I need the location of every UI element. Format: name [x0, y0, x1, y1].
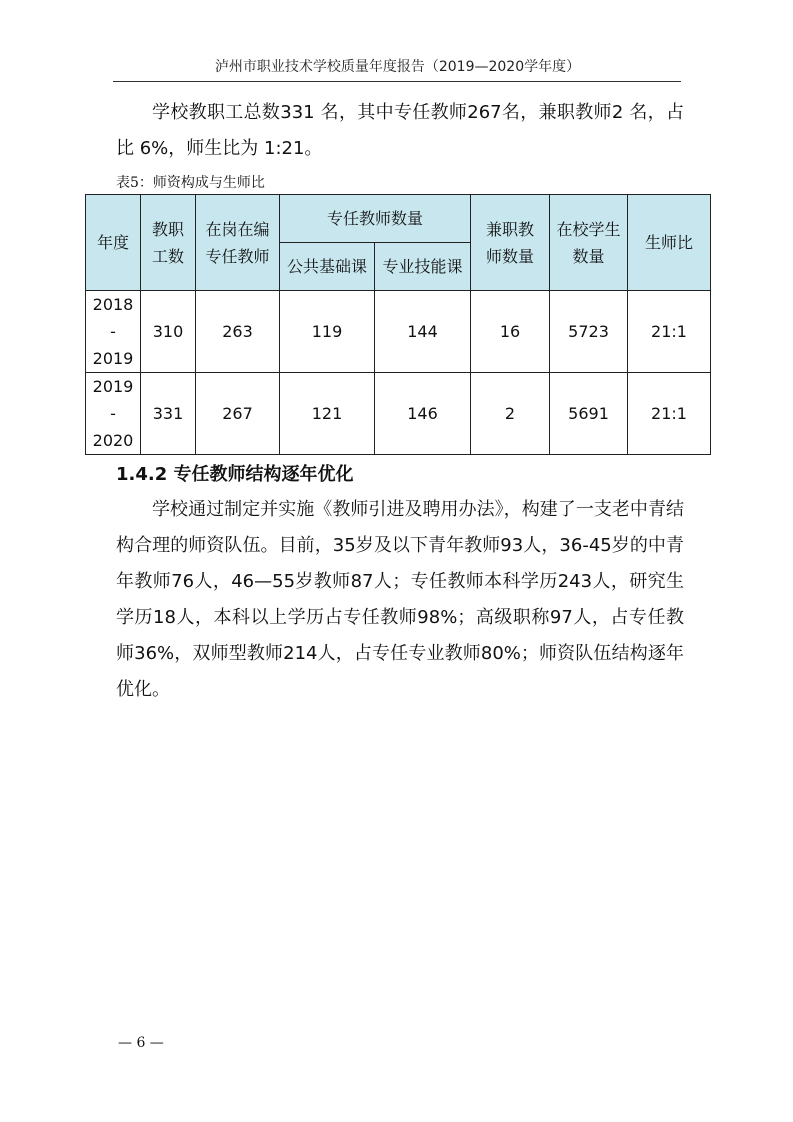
cell-staff: 310 — [141, 291, 196, 373]
cell-ratio: 21:1 — [628, 291, 711, 373]
cell-public: 119 — [280, 291, 375, 373]
cell-year: 2019 - 2020 — [86, 373, 141, 455]
cell-students: 5723 — [550, 291, 628, 373]
cell-students: 5691 — [550, 373, 628, 455]
cell-staff: 331 — [141, 373, 196, 455]
cell-ratio: 21:1 — [628, 373, 711, 455]
header-fulltime: 在岗在编 专任教师 — [196, 195, 280, 291]
cell-professional: 146 — [375, 373, 471, 455]
table-row — [86, 373, 711, 455]
page-header: 泸州市职业技术学校质量年度报告（2019—2020学年度） — [214, 59, 581, 75]
header-students: 在校学生 数量 — [550, 195, 628, 291]
header-ratio: 生师比 — [628, 195, 711, 291]
cell-public: 121 — [280, 373, 375, 455]
staff-ratio-table — [85, 194, 711, 455]
page-number: — 6 — — [118, 1035, 164, 1051]
paragraph-staff-summary: 学校教职工总数331 名，其中专任教师267名，兼职教师2 名，占比 6%，师生比为 1:21。 — [116, 102, 684, 159]
cell-parttime: 2 — [471, 373, 550, 455]
header-staff: 教职 工数 — [141, 195, 196, 291]
header-rule — [113, 81, 681, 82]
header-public-courses: 公共基础课 — [280, 243, 375, 291]
table-caption: 表5：师资构成与生师比 — [116, 175, 265, 191]
section-heading: 1.4.2 专任教师结构逐年优化 — [116, 464, 354, 485]
cell-parttime: 16 — [471, 291, 550, 373]
table-row — [86, 291, 711, 373]
cell-fulltime: 267 — [196, 373, 280, 455]
cell-year: 2018 - 2019 — [86, 291, 141, 373]
cell-professional: 144 — [375, 291, 471, 373]
header-year: 年度 — [86, 195, 141, 291]
cell-fulltime: 263 — [196, 291, 280, 373]
header-parttime: 兼职教 师数量 — [471, 195, 550, 291]
header-professional-courses: 专业技能课 — [375, 243, 471, 291]
header-fulltime-group: 专任教师数量 — [280, 195, 471, 243]
paragraph-teacher-structure: 学校通过制定并实施《教师引进及聘用办法》，构建了一支老中青结构合理的师资队伍。目前，35岁及以下青年教师93人，36-45岁的中青年教师76人，46—55岁教师87人；专任教师本科学历243人，研究生学历18人，本科以上学历占专任教师98%；高级职称97人，占专任教师36%，双师型教师214人，占专任专业教师80%；师资队伍结构逐年优化。 — [116, 499, 684, 700]
